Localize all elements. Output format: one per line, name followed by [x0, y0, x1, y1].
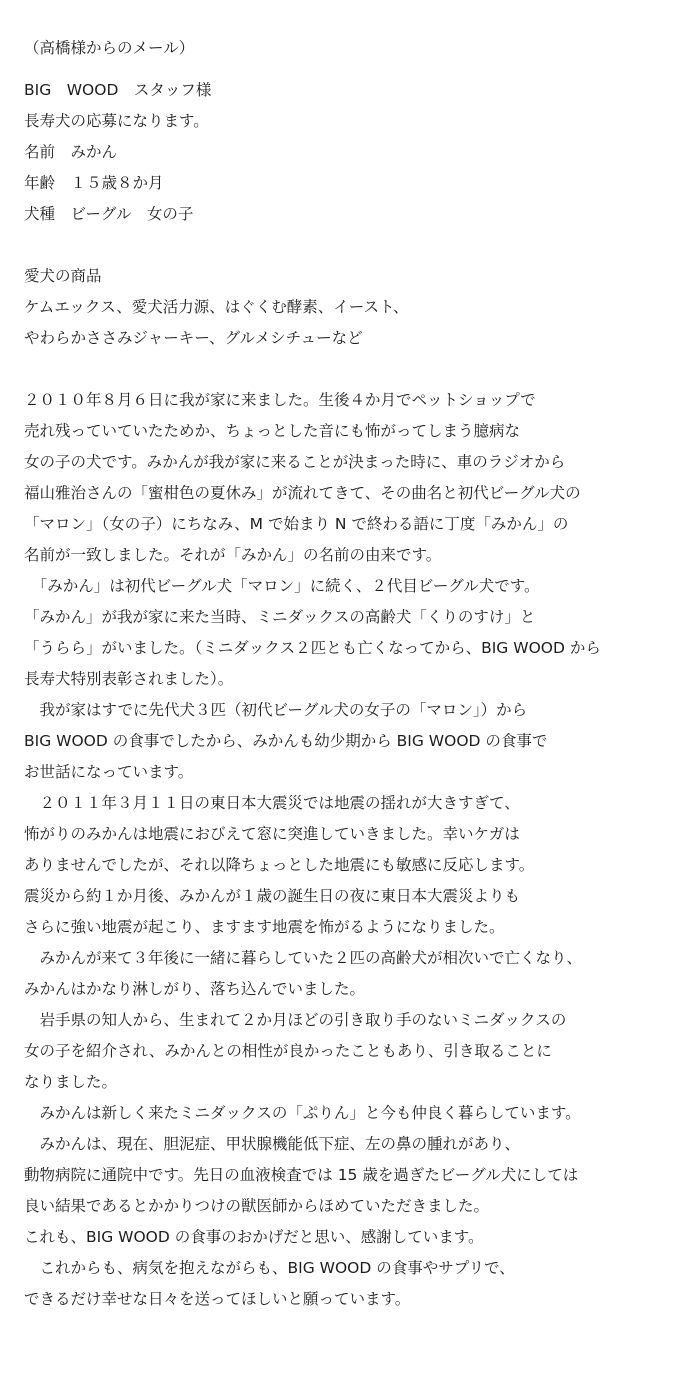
products-line: ケムエックス、愛犬活力源、はぐくむ酵素、イースト、 — [24, 298, 409, 316]
story-line: 我が家はすでに先代犬３匹（初代ビーグル犬の女子の「マロン」）から — [24, 701, 528, 719]
story-line: これも、BIG WOOD の食事のおかげだと思い、感謝しています。 — [24, 1228, 484, 1246]
story-line: 震災から約１か月後、みかんが１歳の誕生日の夜に東日本大震災よりも — [24, 887, 521, 905]
story-line: 岩手県の知人から、生まれて２か月ほどの引き取り手のないミニダックスの — [24, 1011, 567, 1029]
age-line: 年齢 １５歳８か月 — [24, 174, 164, 192]
story-line: 「うらら」がいました。（ミニダックス２匹とも亡くなってから、BIG WOOD から — [24, 639, 601, 657]
blank-line — [24, 230, 686, 261]
story-line: ２０１０年８月６日に我が家に来ました。生後４か月でペットショップで — [24, 391, 536, 409]
breed-line: 犬種 ビーグル 女の子 — [24, 205, 194, 223]
story-line: ２０１１年３月１１日の東日本大震災では地震の揺れが大きすぎて、 — [24, 794, 520, 812]
products-block — [24, 261, 686, 354]
story-line: お世話になっています。 — [24, 763, 194, 781]
story-line: 「マロン」（女の子）にちなみ、M で始まり N で終わる語に丁度「みかん」の — [24, 515, 569, 533]
intro-block — [24, 75, 686, 230]
products-title: 愛犬の商品 — [24, 267, 102, 285]
story-line: みかんは、現在、胆泥症、甲状腺機能低下症、左の鼻の腫れがあり、 — [24, 1135, 521, 1153]
story-line: みかんが来て３年後に一緒に暮らしていた２匹の高齢犬が相次いで亡くなり、 — [24, 949, 583, 967]
story-line: 女の子の犬です。みかんが我が家に来ることが決まった時に、車のラジオから — [24, 453, 566, 471]
story-line: BIG WOOD の食事でしたから、みかんも幼少期から BIG WOOD の食事で — [24, 732, 548, 750]
story-line: 動物病院に通院中です。先日の血液検査では 15 歳を過ぎたビーグル犬にしては — [24, 1166, 579, 1184]
story-line: みかんは新しく来たミニダックスの「ぷりん」と今も仲良く暮らしています。 — [24, 1104, 581, 1122]
story-line: 良い結果であるとかかりつけの獣医師からほめていただきました。 — [24, 1197, 490, 1215]
story-line: 「みかん」が我が家に来た当時、ミニダックスの高齢犬「くりのすけ」と — [24, 608, 536, 626]
name-line: 名前 みかん — [24, 143, 118, 161]
story-line: 長寿犬特別表彰されました）。 — [24, 670, 234, 688]
story-line: 怖がりのみかんは地震におびえて窓に突進していきました。幸いケガは — [24, 825, 520, 843]
blank-line — [24, 354, 686, 385]
email-document — [24, 33, 686, 1315]
story-block — [24, 385, 686, 1315]
products-line: やわらかささみジャーキー、グルメシチューなど — [24, 329, 363, 347]
story-line: これからも、病気を抱えながらも、BIG WOOD の食事やサプリで、 — [24, 1259, 515, 1277]
story-line: ありませんでしたが、それ以降ちょっとした地震にも敏感に反応します。 — [24, 856, 535, 874]
addressee-line: BIG WOOD スタッフ様 — [24, 81, 212, 99]
story-line: 女の子を紹介され、みかんとの相性が良かったこともあり、引き取ることに — [24, 1042, 552, 1060]
email-header: （高橋様からのメール） — [24, 39, 195, 57]
story-line: 「みかん」は初代ビーグル犬「マロン」に続く、２代目ビーグル犬です。 — [24, 577, 540, 595]
story-line: さらに強い地震が起こり、ますます地震を怖がるようになりました。 — [24, 918, 505, 936]
story-line: 売れ残っていていたためか、ちょっとした音にも怖がってしまう臆病な — [24, 422, 521, 440]
story-line: できるだけ幸せな日々を送ってほしいと願っています。 — [24, 1290, 411, 1308]
application-line: 長寿犬の応募になります。 — [24, 112, 209, 130]
story-line: 福山雅治さんの「蜜柑色の夏休み」が流れてきて、その曲名と初代ビーグル犬の — [24, 484, 581, 502]
story-line: なりました。 — [24, 1073, 118, 1091]
story-line: 名前が一致しました。それが「みかん」の名前の由来です。 — [24, 546, 442, 564]
story-line: みかんはかなり淋しがり、落ち込んでいました。 — [24, 980, 366, 998]
